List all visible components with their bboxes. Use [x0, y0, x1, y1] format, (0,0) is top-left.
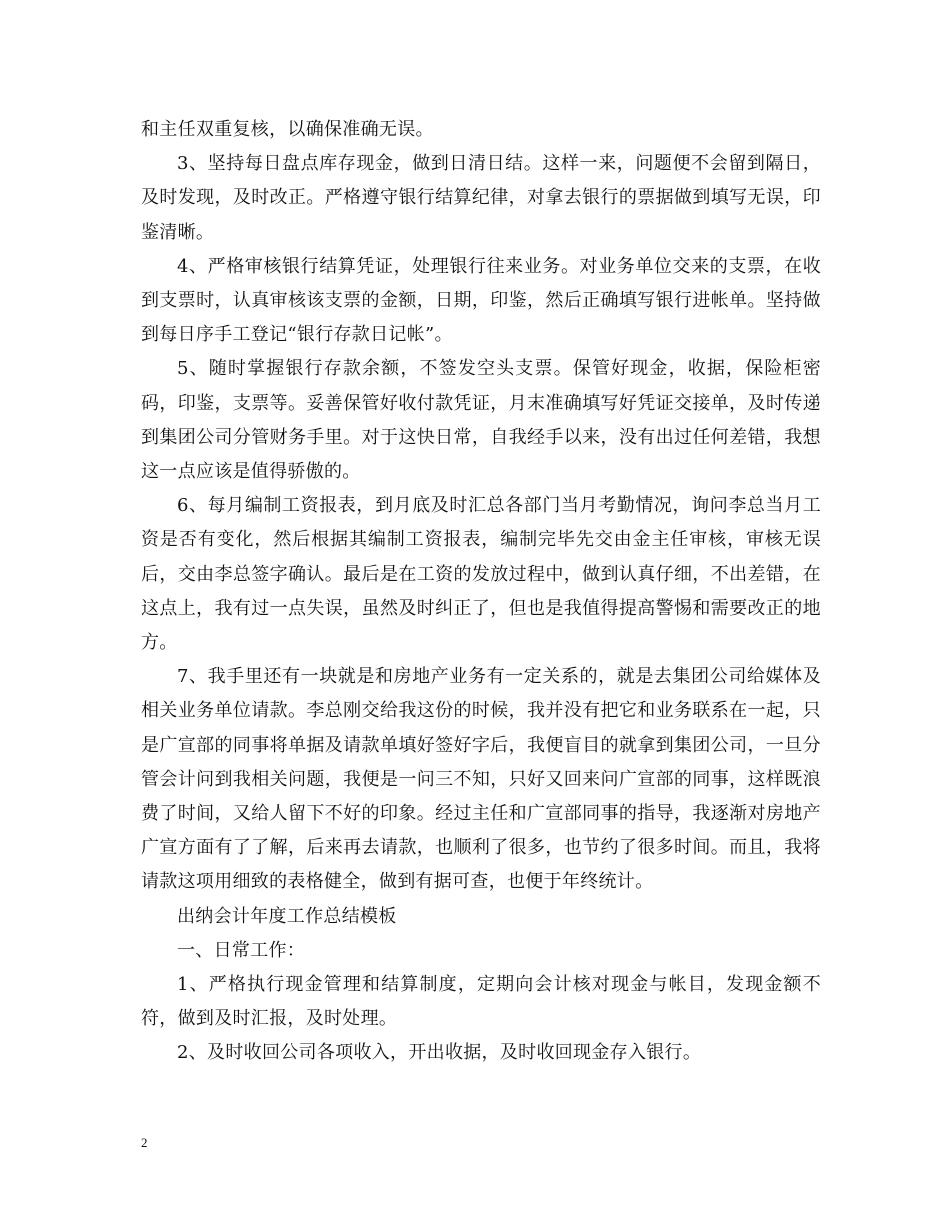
paragraph-item-7: 7、我手里还有一块就是和房地产业务有一定关系的，就是去集团公司给媒体及相关业务单位请款。李总刚交给我这份的时候，我并没有把它和业务联系在一起，只是广宣部的同事将单据及请款单填好签好字后，我便盲目的就拿到集团公司，一旦分管会计问到我相关问题，我便是一问三不知，只好又回来问广宣部的同事，这样既浪费了时间，又给人留下不好的印象。经过主任和广宣部同事的指导，我逐渐对房地产广宣方面有了了解，后来再去请款，也顺利了很多，也节约了很多时间。而且，我将请款这项用细致的表格健全，做到有据可查，也便于年终统计。	[141, 666, 821, 893]
paragraph-continuation: 和主任双重复核，以确保准确无误。	[141, 119, 434, 140]
paragraph-daily-item-2: 2、及时收回公司各项收入，开出收据，及时收回现金存入银行。	[177, 1042, 702, 1064]
paragraph-item-6: 6、每月编制工资报表，到月底及时汇总各部门当月考勤情况，询问李总当月工资是否有变化，然后根据其编制工资报表，编制完毕先交由金主任审核，审核无误后，交由李总签字确认。最后是在工资的发放过程中，做到认真仔细，不出差错，在这点上，我有过一点失误，虽然及时纠正了，但也是我值得提高警惕和需要改正的地方。	[141, 495, 821, 654]
section-heading-daily-work: 一、日常工作：	[177, 939, 306, 961]
document-body	[141, 113, 821, 1071]
paragraph-daily-item-1: 1、严格执行现金管理和结算制度，定期向会计核对现金与帐目，发现金额不符，做到及时汇报，及时处理。	[141, 974, 821, 1030]
page-number: 2	[141, 1135, 148, 1150]
paragraph-item-3: 3、坚持每日盘点库存现金，做到日清日结。这样一来，问题便不会留到隔日，及时发现，及时改正。严格遵守银行结算纪律，对拿去银行的票据做到填写无误，印鉴清晰。	[141, 153, 821, 243]
paragraph-item-5: 5、随时掌握银行存款余额，不签发空头支票。保管好现金，收据，保险柜密码，印鉴，支票等。妥善保管好收付款凭证，月末准确填写好凭证交接单，及时传递到集团公司分管财务手里。对于这快日常，自我经手以来，没有出过任何差错，我想这一点应该是值得骄傲的。	[141, 358, 821, 483]
section-title: 出纳会计年度工作总结模板	[177, 905, 397, 927]
paragraph-item-4: 4、严格审核银行结算凭证，处理银行往来业务。对业务单位交来的支票，在收到支票时，认真审核该支票的金额，日期，印鉴，然后正确填写银行进帐单。坚持做到每日序手工登记“银行存款日记帐”。	[141, 255, 821, 346]
